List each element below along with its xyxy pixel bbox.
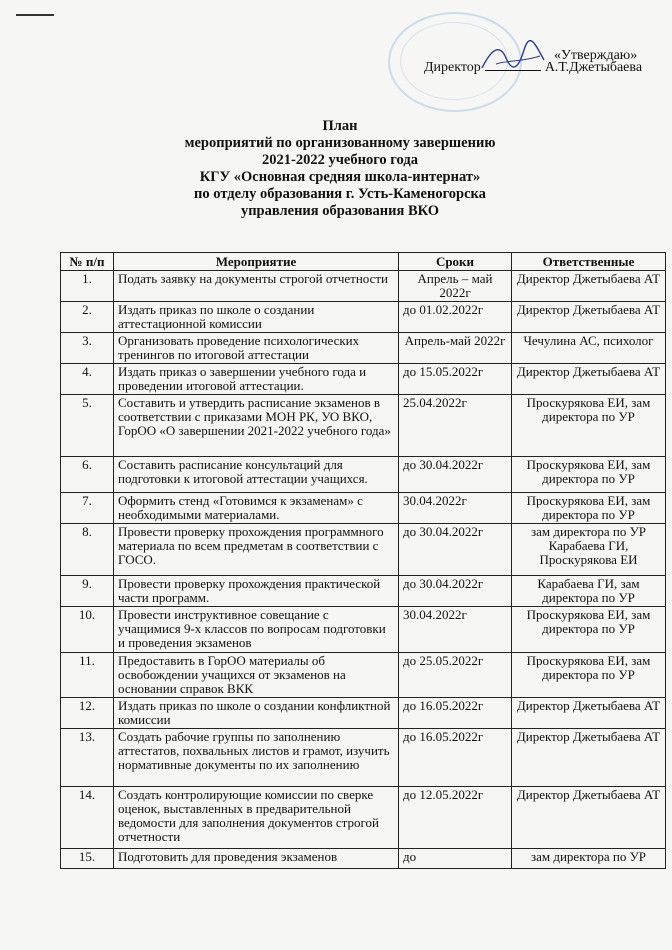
- title-line: мероприятий по организованному завершению: [184, 135, 496, 151]
- cell-action: Подготовить для проведения экзаменов: [114, 849, 399, 869]
- cell-resp: зам директора по УР Карабаева ГИ, Проскурякова ЕИ: [512, 524, 666, 576]
- cell-term: 30.04.2022г: [399, 607, 512, 653]
- table-row: [61, 698, 666, 729]
- cell-term: до 15.05.2022г: [399, 364, 512, 395]
- cell-action: Издать приказ по школе о создании аттестационной комиссии: [114, 302, 399, 333]
- cell-term: до 16.05.2022г: [399, 729, 512, 787]
- cell-term: 30.04.2022г: [399, 493, 512, 524]
- header-action: Мероприятие: [114, 253, 399, 271]
- header-term: Сроки: [399, 253, 512, 271]
- cell-action: Провести проверку прохождения практической части программ.: [114, 576, 399, 607]
- cell-num: 13.: [61, 729, 114, 787]
- cell-action: Оформить стенд «Готовимся к экзаменам» с необходимыми материалами.: [114, 493, 399, 524]
- cell-resp: Директор Джетыбаева АТ: [512, 698, 666, 729]
- cell-resp: зам директора по УР: [512, 849, 666, 869]
- cell-term: 25.04.2022г: [399, 395, 512, 457]
- table-row: [61, 395, 666, 457]
- cell-num: 11.: [61, 653, 114, 698]
- director-line: [424, 60, 642, 76]
- cell-action: Создать рабочие группы по заполнению аттестатов, похвальных листов и грамот, изучить нормативные документы по их заполнению: [114, 729, 399, 787]
- table-row: [61, 524, 666, 576]
- cell-action: Составить расписание консультаций для подготовки к итоговой аттестации учащихся.: [114, 457, 399, 493]
- director-label: Директор: [424, 60, 481, 75]
- document-title: [150, 118, 530, 220]
- cell-action: Провести инструктивное совещание с учащимися 9-х классов по вопросам подготовки и проведения экзаменов: [114, 607, 399, 653]
- cell-term: до: [399, 849, 512, 869]
- cell-num: 4.: [61, 364, 114, 395]
- cell-resp: Директор Джетыбаева АТ: [512, 302, 666, 333]
- header-num: № п/п: [61, 253, 114, 271]
- cell-action: Создать контролирующие комиссии по сверке оценок, выставленных в предварительной ведомости для заполнения документов строгой отчетности: [114, 787, 399, 849]
- cell-resp: Проскурякова ЕИ, зам директора по УР: [512, 653, 666, 698]
- director-name: А.Т.Джетыбаева: [544, 60, 643, 75]
- table-row: [61, 653, 666, 698]
- header-resp: Ответственные: [512, 253, 666, 271]
- cell-num: 2.: [61, 302, 114, 333]
- title-line: управления образования ВКО: [240, 203, 440, 219]
- cell-num: 3.: [61, 333, 114, 364]
- table-row: [61, 729, 666, 787]
- title-line: КГУ «Основная средняя школа-интернат»: [199, 169, 481, 185]
- cell-num: 10.: [61, 607, 114, 653]
- cell-action: Составить и утвердить расписание экзаменов в соответствии с приказами МОН РК, УО ВКО, ГорОО «О завершении 2021-2022 учебного года»: [114, 395, 399, 457]
- cell-resp: Карабаева ГИ, зам директора по УР: [512, 576, 666, 607]
- table-row: [61, 607, 666, 653]
- cell-resp: Директор Джетыбаева АТ: [512, 787, 666, 849]
- cell-resp: Проскурякова ЕИ, зам директора по УР: [512, 395, 666, 457]
- cell-action: Провести проверку прохождения программного материала по всем предметам в соответствии с ГОСО.: [114, 524, 399, 576]
- cell-action: Издать приказ о завершении учебного года и проведении итоговой аттестации.: [114, 364, 399, 395]
- table-header-row: [61, 253, 666, 271]
- cell-num: 9.: [61, 576, 114, 607]
- table-row: [61, 302, 666, 333]
- table-row: [61, 333, 666, 364]
- cell-num: 1.: [61, 271, 114, 302]
- cell-term: до 12.05.2022г: [399, 787, 512, 849]
- cell-resp: Проскурякова ЕИ, зам директора по УР: [512, 457, 666, 493]
- cell-action: Предоставить в ГорОО материалы об освобождении учащихся от экзаменов на основании справок ВКК: [114, 653, 399, 698]
- approve-caption: «Утверждаю»: [554, 48, 638, 63]
- table-row: [61, 457, 666, 493]
- cell-term: до 30.04.2022г: [399, 524, 512, 576]
- cell-num: 14.: [61, 787, 114, 849]
- cell-term: до 25.05.2022г: [399, 653, 512, 698]
- cell-term: Апрель-май 2022г: [399, 333, 512, 364]
- cell-resp: Проскурякова ЕИ, зам директора по УР: [512, 493, 666, 524]
- top-rule: [16, 14, 54, 16]
- table-row: [61, 493, 666, 524]
- cell-num: 6.: [61, 457, 114, 493]
- title-line: 2021-2022 учебного года: [262, 152, 418, 168]
- table-body: [61, 271, 666, 869]
- title-line: по отделу образования г. Усть-Каменогорска: [194, 186, 486, 202]
- cell-num: 12.: [61, 698, 114, 729]
- cell-action: Подать заявку на документы строгой отчетности: [114, 271, 399, 302]
- cell-num: 5.: [61, 395, 114, 457]
- table-row: [61, 576, 666, 607]
- cell-resp: Чечулина АС, психолог: [512, 333, 666, 364]
- cell-resp: Директор Джетыбаева АТ: [512, 364, 666, 395]
- title-line: План: [322, 118, 358, 134]
- cell-action: Организовать проведение психологических тренингов по итоговой аттестации: [114, 333, 399, 364]
- table-row: [61, 364, 666, 395]
- cell-num: 8.: [61, 524, 114, 576]
- cell-term: до 30.04.2022г: [399, 576, 512, 607]
- cell-resp: Директор Джетыбаева АТ: [512, 271, 666, 302]
- cell-term: до 16.05.2022г: [399, 698, 512, 729]
- cell-term: Апрель – май 2022г: [399, 271, 512, 302]
- cell-resp: Проскурякова ЕИ, зам директора по УР: [512, 607, 666, 653]
- table-row: [61, 849, 666, 869]
- table-row: [61, 787, 666, 849]
- cell-action: Издать приказ по школе о создании конфликтной комиссии: [114, 698, 399, 729]
- cell-term: до 01.02.2022г: [399, 302, 512, 333]
- cell-resp: Директор Джетыбаева АТ: [512, 729, 666, 787]
- signature-line: [485, 60, 541, 71]
- cell-num: 15.: [61, 849, 114, 869]
- plan-table: [60, 252, 666, 869]
- cell-num: 7.: [61, 493, 114, 524]
- cell-term: до 30.04.2022г: [399, 457, 512, 493]
- table-row: [61, 271, 666, 302]
